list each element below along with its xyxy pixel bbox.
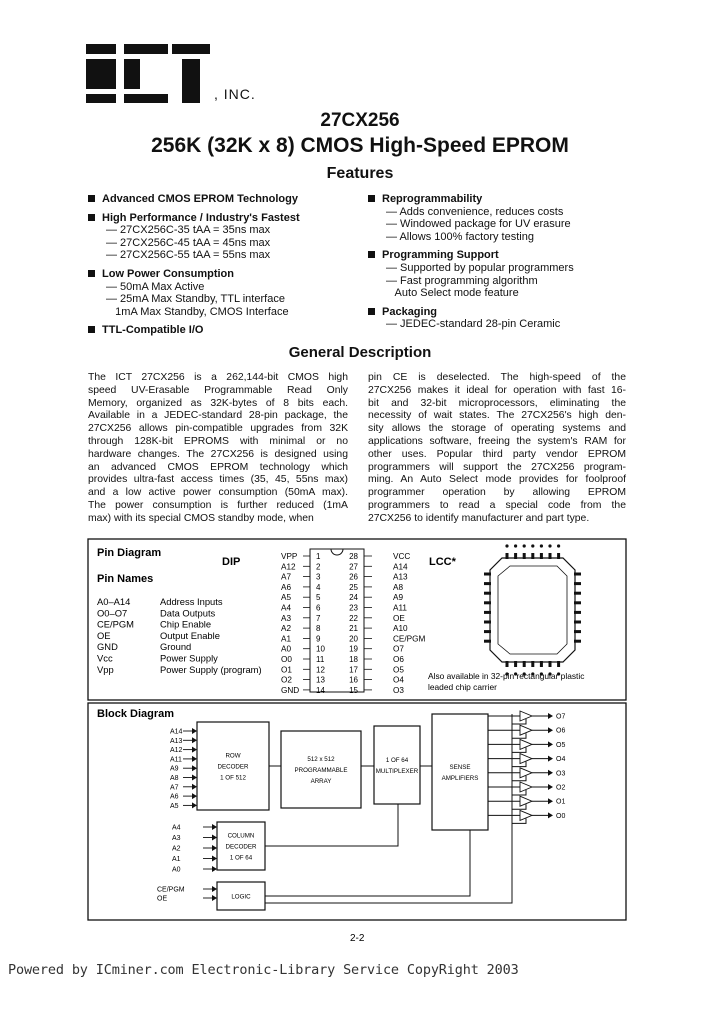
pin-name: A0–A14 <box>97 596 131 607</box>
dip-pin-number: 11 <box>316 655 325 664</box>
lcc-pad <box>484 582 491 585</box>
dip-pin-label: O7 <box>393 644 404 654</box>
feature-heading: Low Power Consumption <box>102 267 234 280</box>
dip-pin-label: A12 <box>281 562 296 572</box>
feature-item: Auto Select mode feature <box>386 287 519 300</box>
dip-pin-number: 26 <box>349 572 358 582</box>
dip-pin-label: A10 <box>393 624 408 634</box>
feature-item: — Fast programming algorithm <box>386 274 538 287</box>
dip-pin-number: 10 <box>316 644 325 654</box>
arrowhead <box>212 824 217 830</box>
feature-item: — 25mA Max Standby, TTL interface <box>106 293 285 306</box>
lcc-pad <box>484 611 491 614</box>
lcc-pad <box>484 640 491 643</box>
lcc-pad <box>531 661 534 667</box>
arrowhead <box>548 727 553 733</box>
dip-notch <box>331 549 343 555</box>
row-decoder-block-text: ROW <box>225 752 241 760</box>
description-line: and a low active power consumption (50mA max). <box>88 487 348 499</box>
description-line: other uses. Popular third party vendor EPROM <box>368 448 626 460</box>
feature-item: — 27CX256C-45 tAA = 45ns max <box>106 236 271 249</box>
column-decoder-block-text: 1 OF 64 <box>229 854 253 862</box>
feature-item: — 27CX256C-35 tAA = 35ns max <box>106 224 271 237</box>
pin-description: Chip Enable <box>160 618 212 630</box>
lcc-pad <box>574 592 581 595</box>
pin-name: OE <box>97 629 111 641</box>
description-line: hardware changes. The 27CX256 is designed using <box>88 448 348 460</box>
address-input-label: A13 <box>170 737 183 745</box>
feature-item: — Windowed package for UV erasure <box>386 218 571 231</box>
block-diagram-label: Block Diagram <box>97 708 175 720</box>
lcc-pad <box>549 553 552 559</box>
dip-pin-label: A2 <box>281 624 292 634</box>
lcc-pad <box>540 661 543 667</box>
multiplexer-block-text: 1 OF 64 <box>385 757 409 764</box>
lcc-pad <box>574 640 581 643</box>
dip-pin-number: 9 <box>316 634 321 644</box>
arrowhead <box>548 784 553 790</box>
lcc-pad <box>523 553 526 559</box>
dip-label: DIP <box>222 556 241 568</box>
lcc-pin-mark <box>548 544 551 547</box>
sense-amplifiers-block <box>432 714 488 830</box>
description-line: speed UV-Erasable Programmable Read Only <box>88 384 348 396</box>
output-label: O7 <box>556 713 566 721</box>
address-input-label: A2 <box>172 845 181 853</box>
arrowhead <box>548 756 553 762</box>
footer-credit: Powered by ICminer.com Electronic-Library Service CopyRight 2003 <box>8 962 519 978</box>
row-decoder-block-text: 1 OF 512 <box>220 774 246 782</box>
arrowhead <box>212 856 217 862</box>
arrowhead <box>192 747 197 753</box>
arrowhead <box>548 713 553 719</box>
description-line: through 128K-bit EPROMS with minimal or no <box>88 435 348 447</box>
lcc-pad <box>484 592 491 595</box>
feature-heading: High Performance / Industry's Fastest <box>102 211 300 224</box>
lcc-pad <box>514 553 517 559</box>
lcc-pad <box>557 553 560 559</box>
pin-name: O0–O7 <box>97 607 128 619</box>
lcc-pin-mark <box>514 544 517 547</box>
arrowhead <box>192 765 197 771</box>
lcc-pin-mark <box>557 544 560 547</box>
description-line: pin CE is deselected. The high-speed of the <box>368 372 626 383</box>
general-description-heading: General Description <box>288 344 432 361</box>
pin-name: CE/PGM <box>97 618 134 630</box>
dip-pin-label: A13 <box>393 572 408 582</box>
dip-pin-label: A5 <box>281 593 292 603</box>
feature-item: — JEDEC-standard 28-pin Ceramic <box>386 318 561 331</box>
lcc-pad <box>540 553 543 559</box>
pin-name: Vcc <box>97 652 113 664</box>
dip-pin-label: A9 <box>393 593 404 603</box>
feature-heading: Advanced CMOS EPROM Technology <box>102 193 298 205</box>
arrowhead <box>192 784 197 790</box>
dip-pin-label: A7 <box>281 572 292 582</box>
features-heading: Features <box>326 165 394 182</box>
dip-pin-label: O0 <box>281 655 292 664</box>
dip-pin-number: 27 <box>349 562 358 572</box>
lcc-pin-mark <box>531 544 534 547</box>
lcc-pad <box>484 621 491 624</box>
lcc-package <box>484 544 581 675</box>
lcc-pad <box>574 573 581 576</box>
description-line: ming. An Auto Select mode provides for foolproof <box>368 474 626 486</box>
dip-pin-label: A11 <box>393 603 407 613</box>
description-line: an advanced CMOS EPROM technology which <box>88 461 348 473</box>
dip-pin-number: 3 <box>316 572 321 582</box>
part-number: 27CX256 <box>320 110 400 131</box>
dip-pin-label: CE/PGM <box>393 634 426 644</box>
sense-amplifiers-block-text: AMPLIFIERS <box>441 775 479 782</box>
description-line: programmer operation by allowing EPROM <box>368 487 626 499</box>
arrowhead <box>192 737 197 743</box>
output-label: O5 <box>556 741 566 749</box>
dip-pin-number: 19 <box>349 644 358 654</box>
lcc-pad <box>549 661 552 667</box>
pin-description: Power Supply <box>160 652 218 664</box>
lcc-pad <box>574 582 581 585</box>
address-input-label: A8 <box>170 775 179 782</box>
dip-pin-label: O3 <box>393 685 404 695</box>
dip-pin-number: 14 <box>316 685 325 695</box>
feature-item: — 50mA Max Active <box>106 280 205 293</box>
signal-line <box>265 830 470 896</box>
pin-description: Power Supply (program) <box>160 663 262 675</box>
lcc-pad <box>514 661 517 667</box>
address-input-label: A11 <box>170 756 182 764</box>
dip-pin-label: O5 <box>393 665 404 675</box>
dip-pin-number: 23 <box>349 603 358 613</box>
feature-heading: Reprogrammability <box>382 193 483 205</box>
address-input-label: A9 <box>170 765 179 773</box>
arrowhead <box>548 812 553 818</box>
sense-amplifiers-block-text: SENSE <box>449 764 471 771</box>
arrowhead <box>192 793 197 799</box>
dip-pin-number: 25 <box>349 582 358 592</box>
memory-array-block-text: PROGRAMMABLE <box>294 767 348 774</box>
feature-item: — Allows 100% factory testing <box>386 230 534 243</box>
multiplexer-block <box>374 726 420 804</box>
dip-pin-label: A14 <box>393 562 408 572</box>
lcc-pad <box>506 661 509 667</box>
address-input-label: A14 <box>170 728 183 736</box>
dip-pin-label: OE <box>393 613 405 623</box>
feature-item: — 27CX256C-55 tAA = 55ns max <box>106 249 271 262</box>
description-line: necessity of wait states. The 27CX256's high den- <box>368 410 626 422</box>
dip-pin-label: A3 <box>281 613 292 623</box>
dip-pin-number: 8 <box>316 624 321 634</box>
arrowhead <box>548 770 553 776</box>
page-number: 2-2 <box>350 933 365 944</box>
lcc-pad <box>484 601 491 604</box>
dip-pin-number: 15 <box>349 685 358 695</box>
dip-pin-number: 24 <box>349 593 358 603</box>
memory-array-block-text: 512 x 512 <box>307 756 335 763</box>
pin-diagram-label: Pin Diagram <box>97 547 162 559</box>
column-decoder-block-text: COLUMN <box>227 832 255 840</box>
dip-pin-number: 17 <box>349 665 358 675</box>
dip-pin-number: 2 <box>316 562 321 572</box>
description-line: programmers to read a special code from the <box>368 499 626 511</box>
pin-name: GND <box>97 641 118 653</box>
pin-name: Vpp <box>97 663 114 675</box>
pin-description: Data Outputs <box>160 607 216 619</box>
description-line: bit and 32-bit microprocessors, eliminating the <box>368 397 626 409</box>
address-input-label: A5 <box>170 802 179 810</box>
dip-pin-number: 6 <box>316 603 321 613</box>
arrowhead <box>212 886 217 892</box>
address-input-label: A7 <box>170 784 179 792</box>
multiplexer-block-text: MULTIPLEXER <box>375 768 419 775</box>
dip-pin-label: GND <box>281 685 300 695</box>
dip-pin-number: 22 <box>349 613 358 623</box>
block-diagram <box>157 711 565 910</box>
arrowhead <box>212 895 217 901</box>
column-decoder-block-text: DECODER <box>225 843 257 851</box>
dip-pin-label: A1 <box>281 634 292 644</box>
dip-pin-number: 21 <box>349 624 358 634</box>
feature-heading: Programming Support <box>382 249 499 262</box>
lcc-pad <box>557 661 560 667</box>
dip-pin-number: 1 <box>316 552 321 561</box>
feature-heading: TTL-Compatible I/O <box>102 324 204 337</box>
output-label: O6 <box>556 727 566 735</box>
address-input-label: A12 <box>170 747 183 755</box>
logic-block-text: LOGIC <box>231 893 251 901</box>
lcc-pad <box>574 630 581 633</box>
description-line: max) with its special CMOS standby mode, when <box>88 512 314 524</box>
lcc-pad <box>531 553 534 559</box>
memory-array-block-text: ARRAY <box>310 778 332 785</box>
output-label: O3 <box>556 770 566 778</box>
lcc-pad <box>574 611 581 614</box>
signal-line <box>265 804 398 846</box>
description-line: 27CX256 allows pin-compatible upgrades from 32K <box>88 423 348 435</box>
output-label: O1 <box>556 798 566 806</box>
address-input-label: A6 <box>170 793 179 801</box>
dip-pin-number: 28 <box>349 552 358 561</box>
lcc-pad <box>506 553 509 559</box>
arrowhead <box>548 741 553 747</box>
address-input-label: A3 <box>172 835 181 842</box>
dip-pin-number: 13 <box>316 675 325 685</box>
control-input-label: CE/PGM <box>157 886 185 894</box>
output-label: O4 <box>556 756 566 764</box>
lcc-pin-mark <box>540 544 543 547</box>
output-label: O2 <box>556 784 566 792</box>
feature-item: 1mA Max Standby, CMOS Interface <box>106 305 289 318</box>
dip-pins <box>281 552 425 695</box>
control-input-label: OE <box>157 895 168 903</box>
dip-pin-label: A6 <box>281 582 292 592</box>
dip-pin-label: A4 <box>281 603 292 613</box>
arrowhead <box>192 728 197 734</box>
arrowhead <box>548 798 553 804</box>
lcc-pad <box>523 661 526 667</box>
description-line: Memory, organized as 32K-bytes of 8 bits each. <box>88 397 348 409</box>
lcc-pad <box>484 573 491 576</box>
lcc-note: leaded chip carrier <box>428 682 497 692</box>
dip-pin-number: 12 <box>316 665 325 675</box>
company-suffix: , INC. <box>214 86 256 102</box>
arrowhead <box>192 756 197 762</box>
description-line: Available in a JEDEC-standard 28-pin package, the <box>88 410 348 422</box>
address-input-label: A1 <box>172 856 181 863</box>
arrowhead <box>192 775 197 781</box>
dip-pin-label: A8 <box>393 582 404 592</box>
lcc-pin-mark <box>505 544 508 547</box>
arrowhead <box>212 835 217 841</box>
description-line: 27CX256 to identify manufacturer and part type. <box>368 512 590 524</box>
lcc-pin-mark <box>523 544 526 547</box>
row-decoder-block-text: DECODER <box>217 763 249 771</box>
description-line: The power consumption is further reduced (1mA <box>88 499 348 511</box>
arrowhead <box>212 845 217 851</box>
dip-pin-number: 18 <box>349 655 358 664</box>
page-title: 256K (32K x 8) CMOS High-Speed EPROM <box>151 134 569 157</box>
dip-pin-label: O1 <box>281 665 292 675</box>
pin-names-label: Pin Names <box>97 573 154 585</box>
arrowhead <box>212 866 217 872</box>
dip-pin-label: VPP <box>281 552 298 561</box>
description-line: applications software, freeing the system's RAM for <box>368 435 626 447</box>
pin-description: Address Inputs <box>160 596 223 607</box>
lcc-pad <box>574 621 581 624</box>
description-line: The ICT 27CX256 is a 262,144-bit CMOS high <box>88 372 348 383</box>
dip-pin-number: 7 <box>316 613 321 623</box>
address-input-label: A0 <box>172 866 181 874</box>
dip-pin-label: A0 <box>281 644 292 654</box>
pin-description: Output Enable <box>160 629 220 641</box>
arrowhead <box>192 802 197 808</box>
description-line: programmers will support the 27CX256 program- <box>368 461 626 473</box>
dip-pin-label: O4 <box>393 675 404 685</box>
dip-pin-label: O2 <box>281 675 292 685</box>
dip-pin-number: 4 <box>316 582 321 592</box>
dip-pin-label: O6 <box>393 655 404 664</box>
output-label: O0 <box>556 812 566 820</box>
lcc-pad <box>484 630 491 633</box>
description-line: sity allows the storage of operating systems and <box>368 423 626 435</box>
description-line: provides ultra-fast access times (35, 45, 55ns max) <box>88 474 348 486</box>
pin-names-table <box>97 596 262 675</box>
dip-pin-number: 5 <box>316 593 321 603</box>
dip-pin-number: 20 <box>349 634 358 644</box>
feature-item: — Adds convenience, reduces costs <box>386 205 564 218</box>
address-input-label: A4 <box>172 824 181 832</box>
feature-heading: Packaging <box>382 305 438 318</box>
feature-item: — Supported by popular programmers <box>386 261 574 274</box>
lcc-label: LCC* <box>429 556 456 568</box>
lcc-note: Also available in 32-pin rectangular plastic <box>428 671 585 681</box>
lcc-pad <box>574 601 581 604</box>
dip-pin-label: VCC <box>393 552 411 561</box>
dip-pin-number: 16 <box>349 675 358 685</box>
description-line: 27CX256 makes it ideal for operation with fast 16- <box>368 384 626 396</box>
pin-description: Ground <box>160 641 192 653</box>
